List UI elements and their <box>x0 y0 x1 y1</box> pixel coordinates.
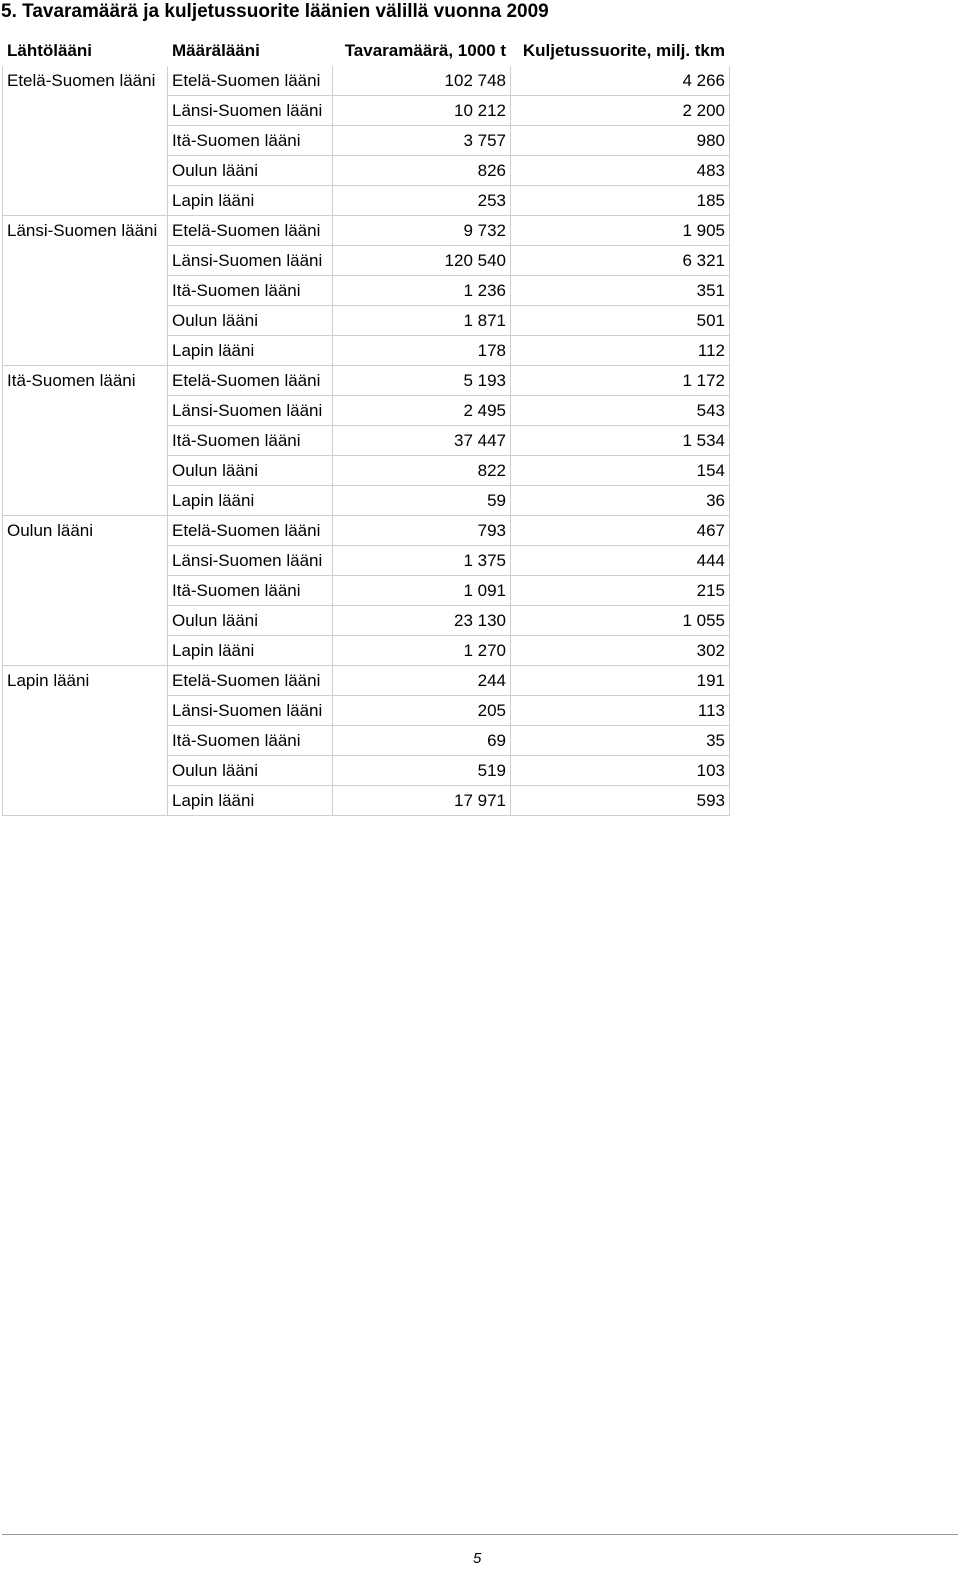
tonnage-cell: 1 871 <box>333 306 511 336</box>
performance-cell: 185 <box>511 186 730 216</box>
origin-cell: Länsi-Suomen lääni <box>3 216 168 366</box>
page-number: 5 <box>473 1550 482 1567</box>
destination-cell: Etelä-Suomen lääni <box>168 216 333 246</box>
performance-cell: 1 172 <box>511 366 730 396</box>
performance-cell: 2 200 <box>511 96 730 126</box>
destination-cell: Itä-Suomen lääni <box>168 126 333 156</box>
tonnage-cell: 102 748 <box>333 66 511 96</box>
tonnage-cell: 69 <box>333 726 511 756</box>
freight-table <box>2 35 730 816</box>
performance-cell: 154 <box>511 456 730 486</box>
origin-cell: Itä-Suomen lääni <box>3 366 168 516</box>
destination-cell: Itä-Suomen lääni <box>168 426 333 456</box>
destination-cell: Etelä-Suomen lääni <box>168 366 333 396</box>
footer-divider <box>2 1534 958 1535</box>
tonnage-cell: 2 495 <box>333 396 511 426</box>
tonnage-cell: 178 <box>333 336 511 366</box>
destination-cell: Länsi-Suomen lääni <box>168 396 333 426</box>
performance-cell: 113 <box>511 696 730 726</box>
tonnage-cell: 826 <box>333 156 511 186</box>
performance-cell: 4 266 <box>511 66 730 96</box>
destination-cell: Etelä-Suomen lääni <box>168 516 333 546</box>
performance-cell: 1 534 <box>511 426 730 456</box>
performance-cell: 1 905 <box>511 216 730 246</box>
tonnage-cell: 10 212 <box>333 96 511 126</box>
table-row <box>3 666 730 696</box>
origin-cell: Etelä-Suomen lääni <box>3 66 168 216</box>
destination-cell: Lapin lääni <box>168 486 333 516</box>
tonnage-cell: 3 757 <box>333 126 511 156</box>
origin-cell: Oulun lääni <box>3 516 168 666</box>
destination-cell: Länsi-Suomen lääni <box>168 246 333 276</box>
performance-cell: 980 <box>511 126 730 156</box>
table-row <box>3 366 730 396</box>
tonnage-cell: 9 732 <box>333 216 511 246</box>
destination-cell: Länsi-Suomen lääni <box>168 696 333 726</box>
header-tonnage: Tavaramäärä, 1000 t <box>333 36 511 66</box>
performance-cell: 36 <box>511 486 730 516</box>
header-destination: Määrälääni <box>168 36 333 66</box>
header-origin: Lähtölääni <box>3 36 168 66</box>
performance-cell: 593 <box>511 786 730 816</box>
performance-cell: 483 <box>511 156 730 186</box>
performance-cell: 501 <box>511 306 730 336</box>
tonnage-cell: 59 <box>333 486 511 516</box>
tonnage-cell: 253 <box>333 186 511 216</box>
destination-cell: Etelä-Suomen lääni <box>168 66 333 96</box>
destination-cell: Oulun lääni <box>168 756 333 786</box>
destination-cell: Etelä-Suomen lääni <box>168 666 333 696</box>
destination-cell: Lapin lääni <box>168 786 333 816</box>
performance-cell: 1 055 <box>511 606 730 636</box>
performance-cell: 351 <box>511 276 730 306</box>
destination-cell: Lapin lääni <box>168 336 333 366</box>
destination-cell: Oulun lääni <box>168 156 333 186</box>
tonnage-cell: 205 <box>333 696 511 726</box>
destination-cell: Länsi-Suomen lääni <box>168 546 333 576</box>
destination-cell: Länsi-Suomen lääni <box>168 96 333 126</box>
performance-cell: 103 <box>511 756 730 786</box>
tonnage-cell: 1 270 <box>333 636 511 666</box>
table-row <box>3 216 730 246</box>
tonnage-cell: 793 <box>333 516 511 546</box>
performance-cell: 444 <box>511 546 730 576</box>
page-title: 5. Tavaramäärä ja kuljetussuorite läänien välillä vuonna 2009 <box>1 1 549 22</box>
performance-cell: 302 <box>511 636 730 666</box>
destination-cell: Lapin lääni <box>168 186 333 216</box>
performance-cell: 112 <box>511 336 730 366</box>
tonnage-cell: 23 130 <box>333 606 511 636</box>
destination-cell: Itä-Suomen lääni <box>168 276 333 306</box>
tonnage-cell: 519 <box>333 756 511 786</box>
destination-cell: Lapin lääni <box>168 636 333 666</box>
destination-cell: Oulun lääni <box>168 606 333 636</box>
tonnage-cell: 17 971 <box>333 786 511 816</box>
header-performance: Kuljetussuorite, milj. tkm <box>511 36 730 66</box>
performance-cell: 35 <box>511 726 730 756</box>
performance-cell: 191 <box>511 666 730 696</box>
table-body <box>3 66 730 816</box>
tonnage-cell: 1 375 <box>333 546 511 576</box>
destination-cell: Itä-Suomen lääni <box>168 726 333 756</box>
tonnage-cell: 244 <box>333 666 511 696</box>
destination-cell: Oulun lääni <box>168 306 333 336</box>
tonnage-cell: 120 540 <box>333 246 511 276</box>
performance-cell: 215 <box>511 576 730 606</box>
table-row <box>3 66 730 96</box>
destination-cell: Oulun lääni <box>168 456 333 486</box>
tonnage-cell: 1 236 <box>333 276 511 306</box>
tonnage-cell: 1 091 <box>333 576 511 606</box>
tonnage-cell: 5 193 <box>333 366 511 396</box>
table-row <box>3 516 730 546</box>
destination-cell: Itä-Suomen lääni <box>168 576 333 606</box>
tonnage-cell: 37 447 <box>333 426 511 456</box>
performance-cell: 543 <box>511 396 730 426</box>
performance-cell: 467 <box>511 516 730 546</box>
table-header-row <box>3 36 730 66</box>
origin-cell: Lapin lääni <box>3 666 168 816</box>
tonnage-cell: 822 <box>333 456 511 486</box>
performance-cell: 6 321 <box>511 246 730 276</box>
